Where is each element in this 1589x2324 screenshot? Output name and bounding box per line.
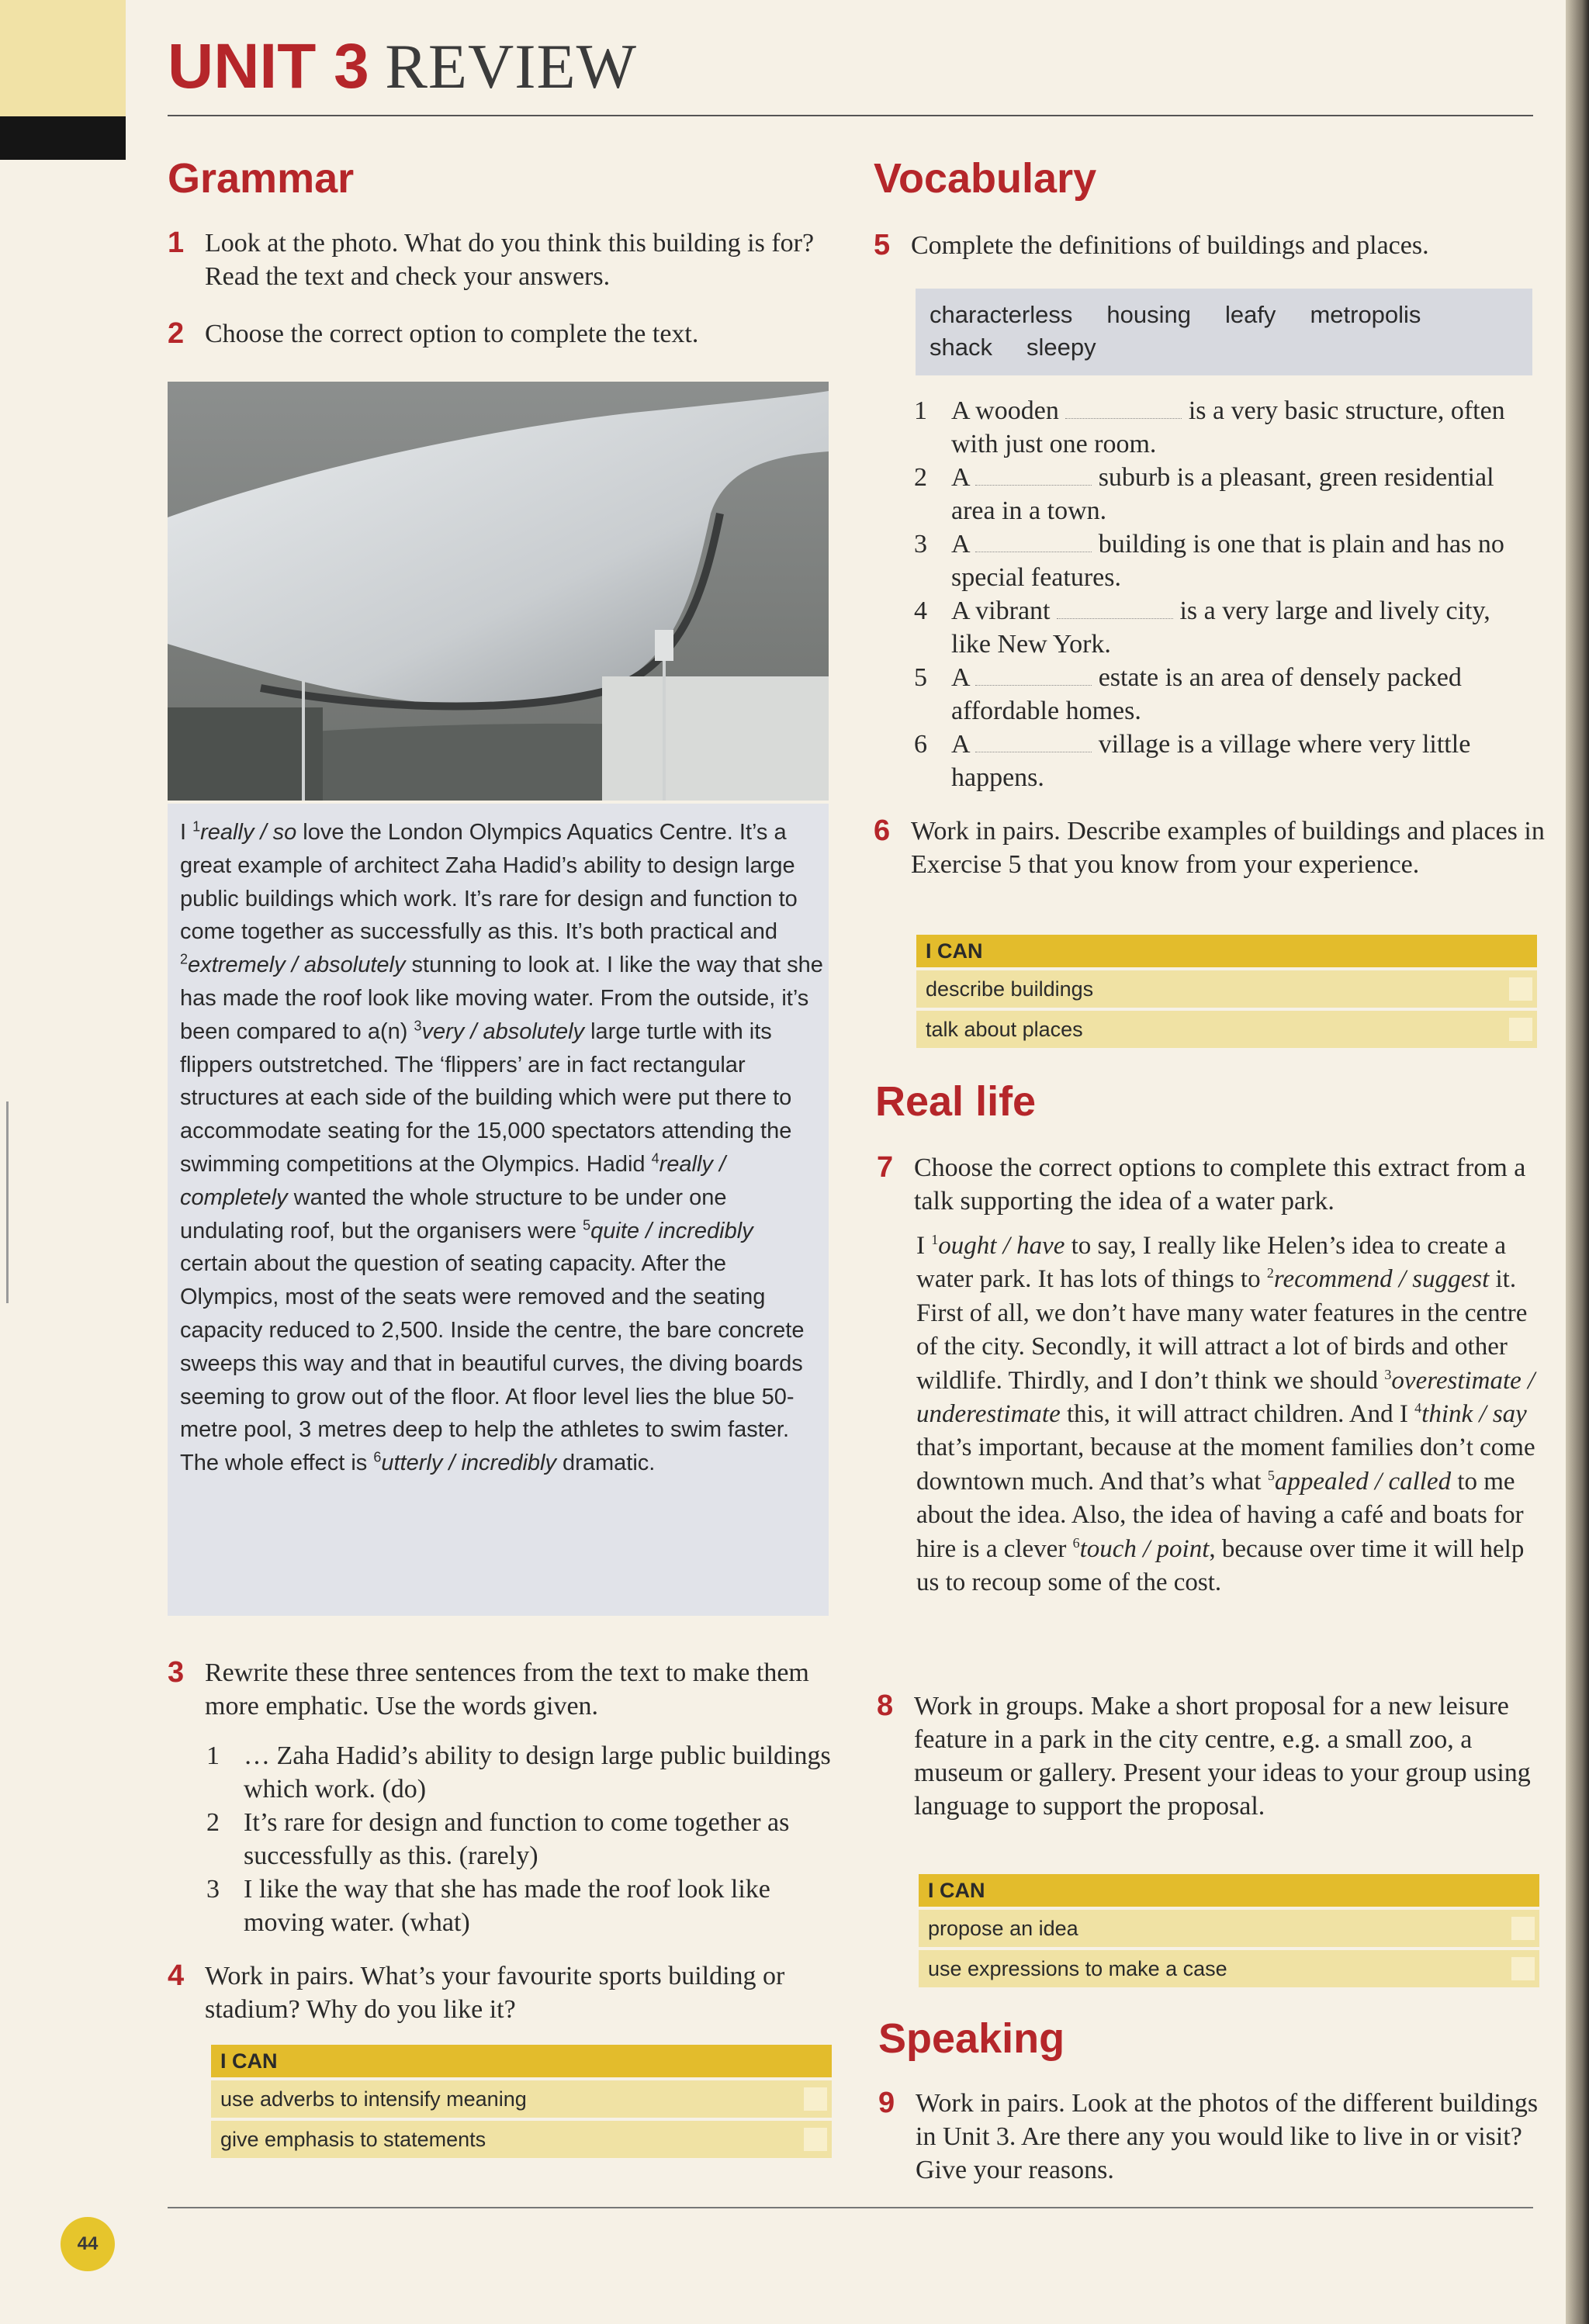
- item-number: 2: [206, 1808, 220, 1837]
- exercise-instruction: Look at the photo. What do you think this building is for? Read the text and check your answers.: [205, 229, 815, 291]
- option-pair: appealed / called: [1274, 1467, 1452, 1496]
- word: shack: [930, 334, 992, 361]
- exercise-instruction: Rewrite these three sentences from the text to make them more emphatic. Use the words given.: [205, 1658, 809, 1721]
- text-segment: that’s important, because at the moment families don’t come downtown much. And that’s what: [916, 1433, 1535, 1496]
- text-segment: to me about the idea. Also, the idea of having a café and boats for hire is a clever: [916, 1467, 1524, 1563]
- talk-extract: [916, 1229, 1542, 1599]
- item-text: A: [951, 463, 969, 492]
- answer-blank[interactable]: [975, 662, 1092, 686]
- exercise-instruction: Work in pairs. Look at the photos of the different buildings in Unit 3. Are there any you would like to live in or visit? Give your reasons.: [916, 2089, 1539, 2184]
- tick-box[interactable]: [804, 2128, 827, 2151]
- tick-box[interactable]: [804, 2087, 827, 2111]
- word: leafy: [1224, 301, 1276, 328]
- exercise-4: [168, 1959, 835, 2026]
- gap-number: 4: [651, 1150, 659, 1167]
- exercise-instruction: Complete the definitions of buildings and places.: [911, 231, 1429, 260]
- option-pair: really / so: [200, 820, 297, 845]
- exercise-instruction: Work in pairs. What’s your favourite sports building or stadium? Why do you like it?: [205, 1962, 785, 2024]
- page-gutter-shadow: [1566, 0, 1589, 2324]
- item-text: is a very large and lively city, like New York.: [951, 597, 1490, 659]
- text-segment: it. First of all, we don’t have many water features in the centre of the city. Secondly, it will attract a lot of birds and other wildlife. Thirdly, and I don’t think we should: [916, 1265, 1528, 1395]
- text-segment: certain about the question of seating capacity. After the Olympics, most of the seats were removed and the seating capacity reduced to 2,500. Inside the centre, the bare concrete sweeps this way and that in beautiful curves, the diving boards seeming to grow out of the floor. At floor level lies the blue 50-metre pool, 3 metres deep to help the athletes to swim faster. The whole effect is: [180, 1251, 805, 1476]
- gap-number: 3: [414, 1018, 422, 1034]
- tick-box[interactable]: [1511, 1957, 1535, 1980]
- exercise-8: [877, 1689, 1549, 1823]
- word-box: [916, 289, 1532, 375]
- word-row: [930, 298, 1455, 331]
- word: housing: [1106, 301, 1191, 328]
- exercise-number: 5: [874, 229, 891, 261]
- i-can-item: [919, 1910, 1539, 1947]
- exercise-number: 4: [168, 1959, 185, 1992]
- option-pair: recommend / suggest: [1273, 1265, 1490, 1294]
- real-life-heading: Real life: [875, 1078, 1037, 1125]
- item-text: suburb is a pleasant, green residential area in a town.: [951, 463, 1494, 525]
- text-segment: , because over time it will help us to recoup some of the cost.: [916, 1534, 1525, 1597]
- item-number: 4: [914, 597, 927, 625]
- i-can-label: use expressions to make a case: [928, 1957, 1227, 1980]
- option-pair: overestimate / underestimate: [916, 1366, 1535, 1429]
- i-can-box-vocabulary: [916, 935, 1537, 1048]
- exercise-number: 8: [877, 1689, 894, 1722]
- item-text: … Zaha Hadid’s ability to design large public buildings which work. (do): [244, 1741, 831, 1804]
- item-text: A: [951, 730, 969, 759]
- exercise-number: 1: [168, 227, 185, 259]
- definition-item: [914, 661, 1535, 728]
- answer-blank[interactable]: [975, 462, 1092, 486]
- aquatics-centre-illustration: [168, 382, 829, 801]
- i-can-item: [211, 2121, 832, 2158]
- reading-text-box: [168, 804, 829, 1616]
- gap-number: 2: [180, 951, 189, 967]
- word: sleepy: [1026, 334, 1096, 361]
- gap-number: 3: [1384, 1366, 1392, 1382]
- i-can-item: [916, 970, 1537, 1008]
- item-text: is a very basic structure, often with just one room.: [951, 396, 1505, 458]
- exercise-instruction: Work in groups. Make a short proposal for a new leisure feature in a park in the city centre, e.g. a small zoo, a museum or gallery. Present your ideas to your group using language to support the proposal.: [914, 1692, 1531, 1821]
- exercise-number: 7: [877, 1151, 894, 1184]
- option-pair: extremely / absolutely: [188, 953, 406, 978]
- exercise-5: [874, 229, 1549, 262]
- word-row: [930, 330, 1130, 364]
- gap-number: 2: [1266, 1265, 1274, 1281]
- answer-blank[interactable]: [1057, 595, 1173, 619]
- exercise-7: [877, 1151, 1549, 1218]
- word: metropolis: [1310, 301, 1421, 328]
- item-text: A vibrant: [951, 597, 1051, 625]
- gap-number: 6: [1072, 1534, 1080, 1551]
- item-number: 2: [914, 463, 927, 492]
- definition-item: [914, 461, 1535, 527]
- exercise-6: [874, 814, 1549, 881]
- i-can-item: [916, 1011, 1537, 1048]
- exercise-instruction: Choose the correct option to complete the text.: [205, 320, 699, 348]
- option-pair: think / say: [1421, 1400, 1527, 1429]
- gap-number: 6: [373, 1449, 382, 1465]
- option-pair: utterly / incredibly: [381, 1451, 556, 1476]
- i-can-label: give emphasis to statements: [220, 2128, 486, 2151]
- gap-number: 4: [1414, 1400, 1422, 1416]
- text-segment: stunning to look at. I like the way that she has made the roof look like moving water. From the outside, it’s been compared to a(n): [180, 953, 823, 1044]
- text-segment: I: [916, 1232, 932, 1260]
- exercise-number: 2: [168, 317, 185, 350]
- vocabulary-heading: Vocabulary: [874, 155, 1097, 202]
- aquatics-centre-photo: [168, 382, 829, 801]
- exercise-2: [168, 317, 835, 351]
- tick-box[interactable]: [1511, 1917, 1535, 1940]
- item-text: building is one that is plain and has no special features.: [951, 530, 1504, 592]
- item-text: A wooden: [951, 396, 1059, 425]
- answer-blank[interactable]: [975, 728, 1092, 752]
- exercise-1: [168, 227, 835, 293]
- footer-divider: [168, 2207, 1533, 2208]
- i-can-item: [919, 1950, 1539, 1987]
- definition-list: [914, 394, 1535, 794]
- i-can-header: I CAN: [211, 2045, 832, 2077]
- i-can-label: propose an idea: [928, 1917, 1078, 1940]
- item-number: 1: [206, 1741, 220, 1770]
- definition-item: [914, 394, 1535, 461]
- gap-number: 5: [583, 1216, 591, 1233]
- item-number: 5: [914, 663, 927, 692]
- item-text: village is a village where very little happens.: [951, 730, 1471, 792]
- page-number: 44: [61, 2217, 115, 2271]
- reading-text: I $^1$really / so love the London Olympics Aquatics Centre. It’s a great example of architect Zaha Hadid’s ability to design large public buildings which work. It’s rare for design and function to come together as successfully as this. It’s both practical and $^2$extremely / absolutely stunning to look at. I like the way that she has made the roof look like moving water. From the outside, it’s been compared to a(n) $^3$very / absolutely large turtle with its flippers outstretched. The ‘flippers’ are in fact rectangular structures at each side of the building which were put there to accommodate seating for the 15,000 spectators attending the swimming competitions at the Olympics. Hadid $^4$really / completely wanted the whole structure to be under one undulating roof, but the organisers were $^5$quite / incredibly certain about the question of seating capacity. After the Olympics, most of the seats were removed and the seating capacity reduced to 2,500. Inside the centre, the bare concrete sweeps this way and that in beautiful curves, the diving boards seeming to grow out of the floor. At floor level lies the blue 50-metre pool, 3 metres deep to help the athletes to swim faster. The whole effect is $^6$utterly / incredibly dramatic.: [180, 818, 823, 1476]
- option-pair: very / absolutely: [421, 1018, 585, 1044]
- gap-number: 1: [931, 1232, 939, 1247]
- i-can-label: describe buildings: [926, 977, 1094, 1001]
- list-item: [206, 1806, 835, 1873]
- item-number: 6: [914, 730, 927, 759]
- item-text: estate is an area of densely packed affordable homes.: [951, 663, 1462, 725]
- option-pair: ought / have: [938, 1232, 1065, 1260]
- exercise-number: 9: [878, 2087, 895, 2119]
- i-can-header: I CAN: [919, 1874, 1539, 1907]
- black-edge-bar: [0, 116, 126, 160]
- corner-tab: [0, 0, 126, 116]
- unit-label: UNIT 3: [168, 31, 369, 102]
- definition-item: [914, 527, 1535, 594]
- gap-number: 5: [1267, 1467, 1275, 1483]
- text-segment: wanted the whole structure to be under one undulating roof, but the organisers were: [180, 1184, 727, 1243]
- exercise-instruction: Work in pairs. Describe examples of buildings and places in Exercise 5 that you know from your experience.: [911, 817, 1545, 879]
- list-item: [206, 1873, 835, 1939]
- tick-box[interactable]: [1509, 977, 1532, 1001]
- item-number: 3: [206, 1875, 220, 1904]
- exercise-instruction: Choose the correct options to complete this extract from a talk supporting the idea of a water park.: [914, 1153, 1526, 1216]
- exercise-number: 3: [168, 1656, 185, 1689]
- text-segment: large turtle with its flippers outstretched. The ‘flippers’ are in fact rectangular structures at each side of the building which were put there to accommodate seating for the 15,000 spectators attending the swimming competitions at the Olympics. Hadid: [180, 1018, 792, 1177]
- exercise-number: 6: [874, 814, 891, 847]
- i-can-box-real-life: [919, 1874, 1539, 1987]
- gap-number: 1: [192, 818, 201, 835]
- i-can-header: I CAN: [916, 935, 1537, 967]
- list-item: [206, 1739, 835, 1806]
- speaking-heading: Speaking: [878, 2015, 1065, 2062]
- option-pair: touch / point: [1079, 1534, 1210, 1563]
- item-number: 1: [914, 396, 927, 425]
- answer-blank[interactable]: [975, 528, 1092, 552]
- text-segment: love the London Olympics Aquatics Centre. It’s a great example of architect Zaha Hadid’s ability to design large public buildings which work. It’s rare for design and function to come together as successfully as this. It’s both practical and: [180, 820, 798, 945]
- grammar-heading: Grammar: [168, 155, 355, 202]
- item-number: 3: [914, 530, 927, 559]
- i-can-label: talk about places: [926, 1018, 1083, 1041]
- definition-item: [914, 728, 1535, 794]
- text-segment: to say, I really like Helen’s idea to create a water park. It has lots of things to: [916, 1232, 1507, 1294]
- exercise-3: [168, 1656, 835, 1723]
- tick-box[interactable]: [1509, 1018, 1532, 1041]
- text-segment: dramatic.: [556, 1451, 656, 1476]
- option-pair: quite / incredibly: [590, 1218, 753, 1243]
- left-margin-line: [6, 1101, 9, 1303]
- answer-blank[interactable]: [1065, 395, 1182, 419]
- i-can-item: [211, 2080, 832, 2118]
- text-segment: this, it will attract children. And I: [1060, 1400, 1415, 1429]
- i-can-box-grammar: [211, 2045, 832, 2158]
- option-pair: really / completely: [180, 1151, 726, 1210]
- item-text: I like the way that she has made the roof look like moving water. (what): [244, 1875, 770, 1937]
- title-divider: [168, 115, 1533, 116]
- i-can-label: use adverbs to intensify meaning: [220, 2087, 527, 2111]
- item-text: It’s rare for design and function to come together as successfully as this. (rarely): [244, 1808, 790, 1870]
- exercise-3-items: [206, 1739, 835, 1939]
- exercise-9: [878, 2087, 1549, 2187]
- definition-item: [914, 594, 1535, 661]
- word: characterless: [930, 301, 1073, 328]
- item-text: A: [951, 663, 969, 692]
- item-text: A: [951, 530, 969, 559]
- page-title: [168, 28, 637, 105]
- review-label: REVIEW: [385, 31, 637, 102]
